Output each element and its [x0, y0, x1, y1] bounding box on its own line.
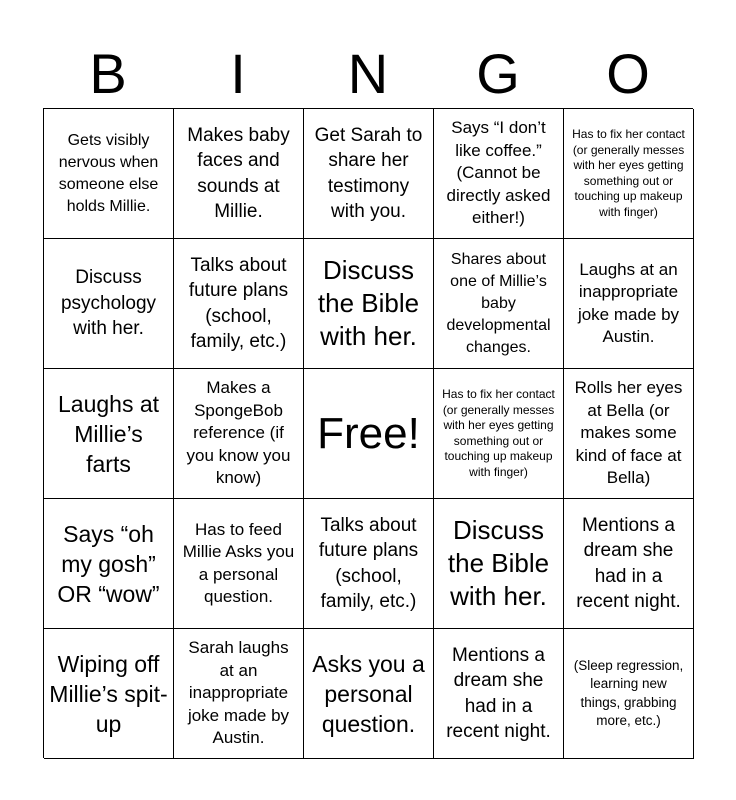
bingo-cell[interactable]: [304, 629, 434, 759]
cell-text: Rolls her eyes at Bella (or makes some kind of face at Bella): [574, 378, 683, 488]
bingo-cell[interactable]: [564, 629, 694, 759]
bingo-cell[interactable]: [304, 239, 434, 369]
header-letter-b: B: [89, 42, 127, 105]
bingo-cell[interactable]: [174, 109, 304, 239]
bingo-cell[interactable]: [174, 629, 304, 759]
cell-text: Free!: [317, 408, 420, 458]
cell-text: Has to fix her contact (or generally messes with her eyes getting something out or touching up makeup with finger): [572, 127, 685, 219]
cell-text: Shares about one of Millie’s baby developmental changes.: [446, 250, 551, 356]
cell-text: (Sleep regression, learning new things, grabbing more, etc.): [573, 657, 684, 728]
header-letter-i: I: [230, 42, 246, 105]
bingo-cell[interactable]: [44, 499, 174, 629]
cell-text: Makes a SpongeBob reference (if you know you know): [186, 378, 291, 488]
cell-text: Discuss the Bible with her.: [447, 515, 550, 611]
cell-text: Talks about future plans (school, family, etc.): [188, 254, 289, 352]
cell-text: Makes baby faces and sounds at Millie.: [187, 124, 290, 222]
bingo-cell[interactable]: [434, 369, 564, 499]
cell-text: Mentions a dream she had in a recent night.: [576, 514, 681, 612]
header-letter-n: N: [347, 42, 389, 105]
cell-text: Mentions a dream she had in a recent night.: [446, 644, 551, 742]
bingo-cell[interactable]: [434, 109, 564, 239]
bingo-cell[interactable]: [304, 109, 434, 239]
cell-text: Gets visibly nervous when someone else holds Millie.: [58, 131, 159, 215]
cell-text: Says “I don’t like coffee.” (Cannot be directly asked either!): [446, 118, 551, 228]
bingo-cell[interactable]: [174, 369, 304, 499]
bingo-cell[interactable]: [44, 109, 174, 239]
cell-text: Has to fix her contact (or generally messes with her eyes getting something out or touching up makeup with finger): [442, 387, 555, 479]
cell-text: Get Sarah to share her testimony with you.: [314, 124, 423, 222]
bingo-cell[interactable]: [564, 109, 694, 239]
bingo-cell[interactable]: [174, 499, 304, 629]
cell-text: Laughs at an inappropriate joke made by Austin.: [577, 259, 680, 346]
bingo-cell[interactable]: [44, 369, 174, 499]
bingo-cell[interactable]: [564, 369, 694, 499]
bingo-cell[interactable]: [44, 239, 174, 369]
bingo-grid: [43, 108, 693, 758]
bingo-cell[interactable]: [434, 629, 564, 759]
header-letter-g: G: [476, 42, 520, 105]
header-letter-o: O: [606, 42, 650, 105]
bingo-cell[interactable]: [174, 239, 304, 369]
bingo-cell[interactable]: [434, 239, 564, 369]
cell-text: Asks you a personal question.: [312, 650, 425, 737]
cell-text: Has to feed Millie Asks you a personal question.: [182, 519, 295, 606]
free-space[interactable]: [304, 369, 434, 499]
cell-text: Discuss psychology with her.: [60, 267, 157, 340]
bingo-cell[interactable]: [304, 499, 434, 629]
bingo-header: [43, 42, 693, 106]
cell-text: Discuss the Bible with her.: [317, 255, 420, 351]
cell-text: Talks about future plans (school, family, etc.): [318, 514, 419, 612]
bingo-cell[interactable]: [44, 629, 174, 759]
cell-text: Says “oh my gosh” OR “wow”: [57, 520, 160, 607]
cell-text: Sarah laughs at an inappropriate joke made by Austin.: [187, 638, 290, 748]
bingo-cell[interactable]: [434, 499, 564, 629]
bingo-cell[interactable]: [564, 499, 694, 629]
cell-text: Laughs at Millie’s farts: [57, 390, 160, 477]
cell-text: Wiping off Millie’s spit-up: [49, 650, 168, 737]
bingo-cell[interactable]: [564, 239, 694, 369]
